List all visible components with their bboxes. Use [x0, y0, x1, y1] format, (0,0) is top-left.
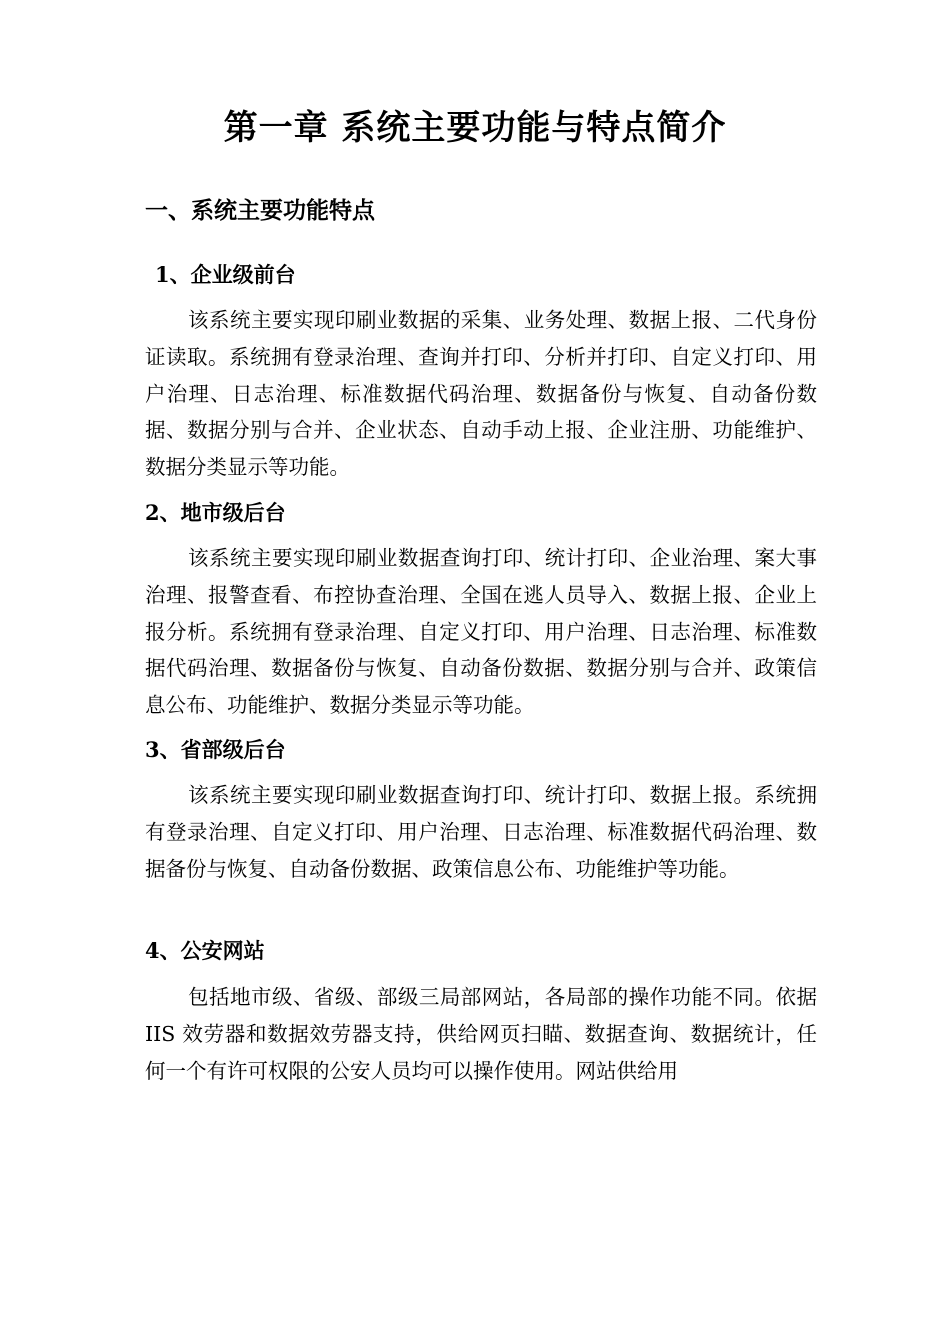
- subsection-heading-1: 1、企业级前台: [155, 262, 296, 287]
- subsection-heading-2: 2、地市级后台: [145, 500, 286, 525]
- subsection-body-2: 该系统主要实现印刷业数据查询打印、统计打印、企业治理、案大事治理、报警查看、布控协查治理、全国在逃人员导入、数据上报、企业上报分析。系统拥有登录治理、自定义打印、用户治理、日志治理、标准数据代码治理、数据备份与恢复、自动备份数据、数据分别与合并、政策信息公布、功能维护、数据分类显示等功能。: [145, 546, 817, 718]
- section-heading: 一、系统主要功能特点: [145, 197, 375, 224]
- chapter-title: 第一章 系统主要功能与特点简介: [223, 108, 727, 148]
- subsection-body-1: 该系统主要实现印刷业数据的采集、业务处理、数据上报、二代身份证读取。系统拥有登录治理、查询并打印、分析并打印、自定义打印、用户治理、日志治理、标准数据代码治理、数据备份与恢复、自动备份数据、数据分别与合并、企业状态、自动手动上报、企业注册、功能维护、数据分类显示等功能。: [145, 308, 817, 480]
- subsection-heading-3: 3、省部级后台: [145, 737, 286, 762]
- subsection-body-3: 该系统主要实现印刷业数据查询打印、统计打印、数据上报。系统拥有登录治理、自定义打印、用户治理、日志治理、标准数据代码治理、数据备份与恢复、自动备份数据、政策信息公布、功能维护等功能。: [145, 783, 817, 881]
- subsection-body-4: 包括地市级、省级、部级三局部网站，各局部的操作功能不同。依据 IIS 效劳器和数据效劳器支持，供给网页扫瞄、数据查询、数据统计，任何一个有许可权限的公安人员均可以操作使用。网站供给用: [145, 985, 817, 1083]
- subsection-heading-4: 4、公安网站: [145, 938, 265, 963]
